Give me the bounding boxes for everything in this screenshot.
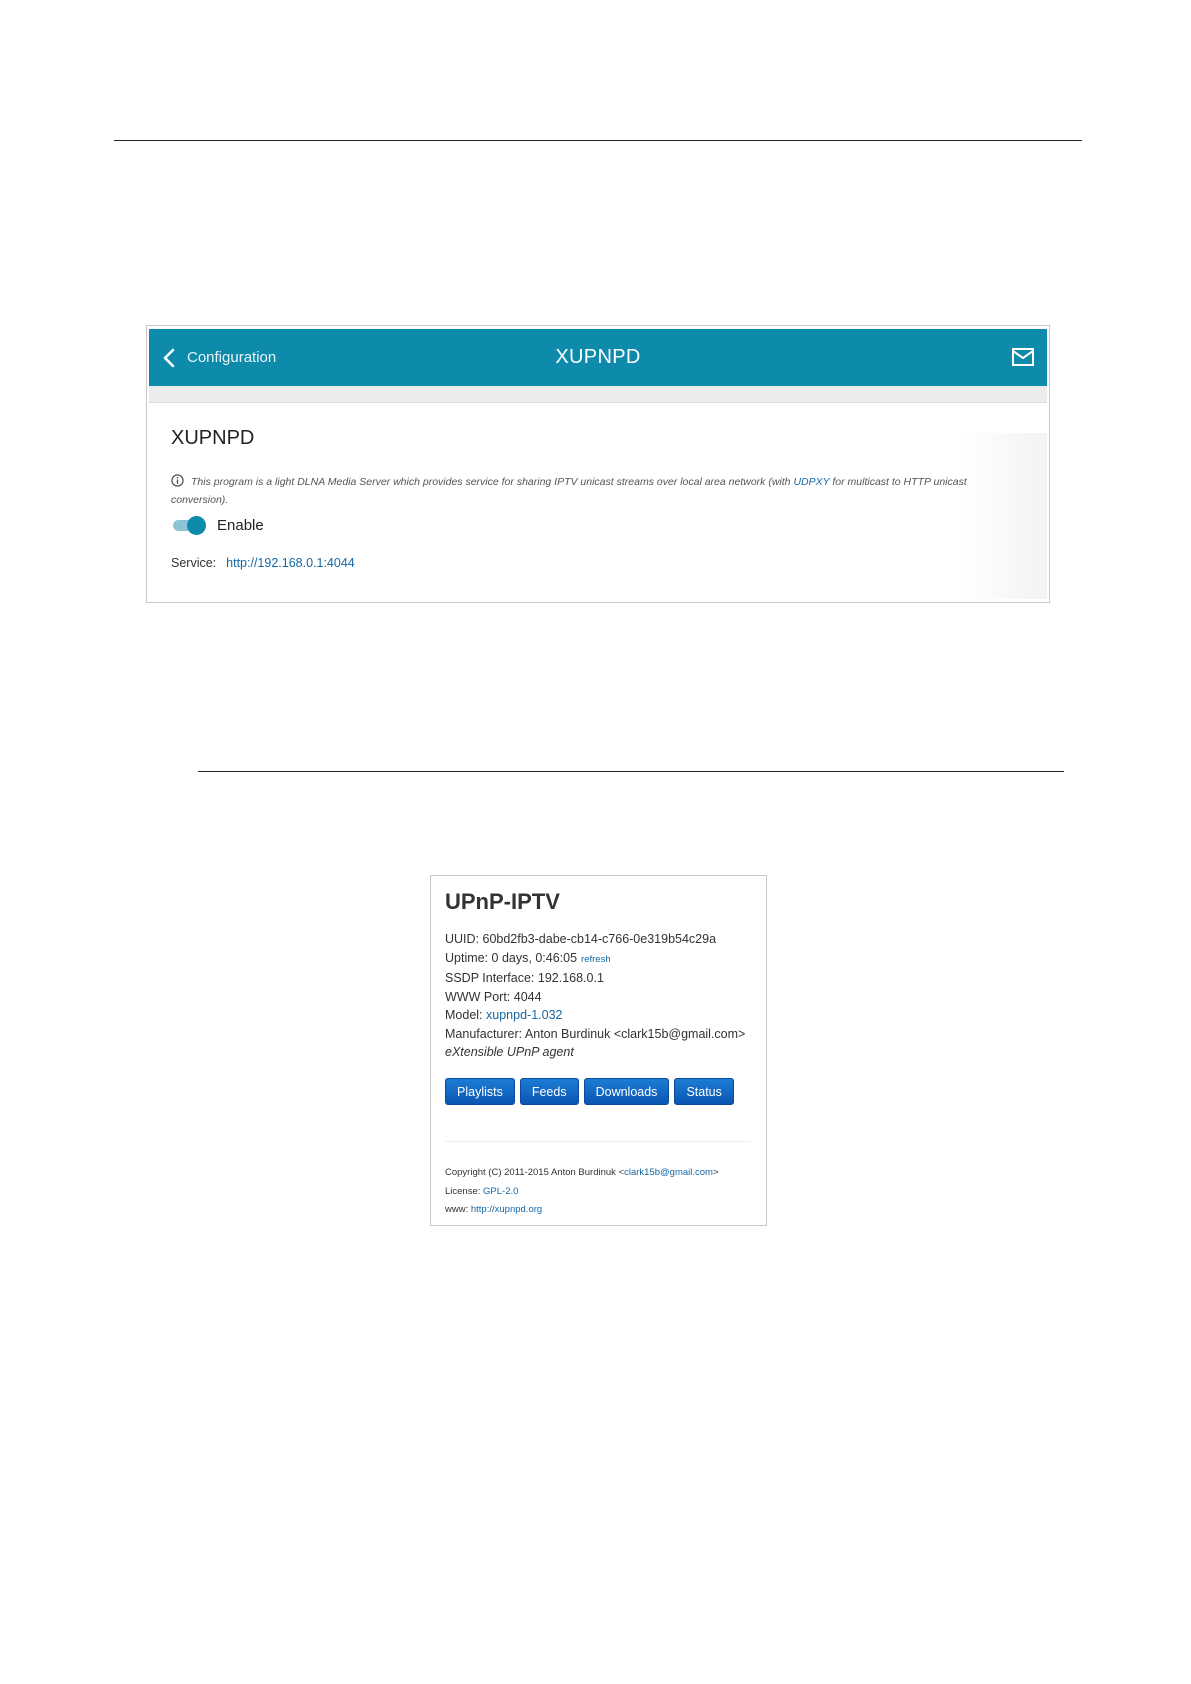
manufacturer-line: Manufacturer: Anton Burdinuk <clark15b@gmail.com> [445,1026,746,1041]
service-label: Service: [171,556,217,570]
enable-toggle[interactable] [171,515,207,535]
description-before: This program is a light DLNA Media Server which provides service for sharing IPTV unicast streams over local area network (with [191,476,794,488]
uuid-line: UUID: 60bd2fb3-dabe-cb14-c766-0e319b54c29a [445,932,717,946]
tagline-text: eXtensible UPnP agent [445,1045,574,1059]
www-label: www: [445,1204,469,1215]
footer-divider [445,1141,751,1142]
router-screenshot [146,325,1050,603]
copyright-email-link[interactable]: clark15b@gmail.com [624,1167,713,1178]
upnp-iptv-screenshot [430,875,767,1226]
upnp-footer [445,1164,719,1220]
uptime-line [445,949,745,970]
status-button[interactable]: Status [674,1078,733,1105]
upnp-title: UPnP-IPTV [445,889,560,914]
www-link[interactable]: http://xupnpd.org [470,1204,543,1215]
description-text [171,473,1021,509]
mail-icon[interactable] [1011,347,1035,367]
description-after: for multicast to HTTP unicast conversion). [171,476,967,506]
udpxy-link[interactable]: UDPXY [793,476,830,488]
downloads-button[interactable]: Downloads [584,1078,670,1105]
info-icon [171,474,184,487]
enable-toggle-row[interactable] [171,515,264,535]
playlists-button[interactable]: Playlists [445,1078,515,1105]
back-to-configuration-link[interactable] [161,329,276,386]
www-line [445,1201,719,1220]
copyright-prefix: Copyright (C) 2011-2015 Anton Burdinuk < [445,1167,625,1178]
license-link[interactable]: GPL-2.0 [483,1185,519,1197]
header-title: XUPNPD [555,346,641,368]
section-rule [198,771,1064,772]
model-line [445,1006,745,1025]
tagline [445,1043,745,1062]
refresh-link[interactable]: refresh [581,953,611,965]
upnp-info-block [445,930,745,1062]
service-url-link[interactable]: http://192.168.0.1:4044 [226,556,355,570]
router-header-bar [149,329,1047,386]
enable-label: Enable [217,516,264,534]
xupnpd-settings-panel [149,403,1047,599]
upnp-button-bar [445,1078,734,1105]
model-label: Model: [445,1008,483,1022]
toggle-knob [187,516,206,535]
license-label: License: [445,1185,481,1197]
back-link-label: Configuration [187,349,277,366]
uptime-text: Uptime: 0 days, 0:46:05 [445,950,578,965]
header-shadow-strip [149,386,1047,403]
chevron-left-icon [161,348,177,368]
panel-edge-fade [962,433,1047,599]
www-port-line: WWW Port: 4044 [445,989,542,1004]
service-row [171,556,355,570]
ssdp-line: SSDP Interface: 192.168.0.1 [445,971,604,985]
model-link[interactable]: xupnpd-1.032 [486,1008,563,1022]
panel-title: XUPNPD [171,427,255,449]
copyright-line [445,1164,719,1183]
feeds-button[interactable]: Feeds [520,1078,579,1105]
license-line [445,1183,719,1202]
copyright-suffix: > [712,1167,719,1178]
page-top-rule [114,140,1082,141]
